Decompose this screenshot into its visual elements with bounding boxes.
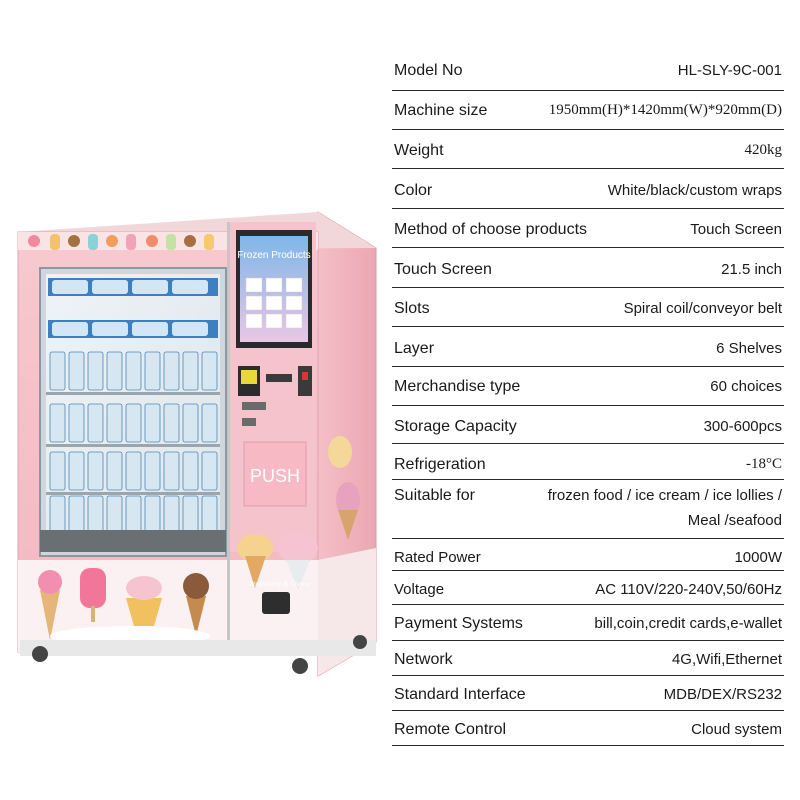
product-pack bbox=[202, 352, 217, 390]
product-pack bbox=[107, 352, 122, 390]
spec-table bbox=[392, 0, 784, 800]
product-pack bbox=[164, 496, 179, 534]
spec-value: HL-SLY-9C-001 bbox=[677, 62, 782, 79]
product-pack bbox=[126, 452, 141, 490]
spec-row bbox=[392, 542, 784, 571]
spec-label: Color bbox=[394, 182, 433, 199]
product-pack bbox=[50, 404, 65, 442]
product-pack bbox=[69, 352, 84, 390]
spec-row bbox=[392, 214, 784, 248]
product-shelves bbox=[46, 352, 220, 539]
product-pack bbox=[69, 452, 84, 490]
spec-label: Model No bbox=[394, 62, 463, 79]
spec-value: AC 110V/220-240V,50/60Hz bbox=[595, 581, 782, 598]
spec-value: Spiral coil/conveyor belt bbox=[623, 300, 782, 317]
spec-value: frozen food / ice cream / ice lollies / bbox=[547, 487, 782, 504]
product-pack bbox=[88, 404, 103, 442]
product-pack bbox=[107, 404, 122, 442]
spec-label: Rated Power bbox=[394, 549, 481, 566]
spec-label: Payment Systems bbox=[394, 615, 523, 632]
product-pack bbox=[69, 404, 84, 442]
spec-label: Voltage bbox=[394, 581, 445, 598]
product-pack bbox=[183, 352, 198, 390]
spec-label: Suitable for bbox=[394, 487, 475, 504]
product-pack bbox=[183, 452, 198, 490]
spec-row bbox=[392, 175, 784, 209]
product-pack bbox=[88, 452, 103, 490]
shelf-bar bbox=[46, 492, 220, 495]
push-label: PUSH bbox=[249, 466, 301, 486]
spec-label: Slots bbox=[394, 300, 430, 317]
spec-row bbox=[392, 482, 784, 539]
spec-value-line2: Meal /seafood bbox=[687, 512, 782, 529]
product-pack bbox=[202, 452, 217, 490]
panel-caption: Strawberry & Cheese bbox=[249, 580, 311, 588]
spec-row bbox=[392, 679, 784, 711]
spec-value: 6 Shelves bbox=[716, 340, 782, 357]
spec-value: Touch Screen bbox=[690, 221, 782, 238]
spec-row bbox=[392, 95, 784, 130]
spec-row bbox=[392, 449, 784, 480]
spec-label: Refrigeration bbox=[394, 456, 486, 473]
screen-title: Frozen Products bbox=[237, 250, 311, 261]
product-pack bbox=[202, 404, 217, 442]
product-pack bbox=[183, 404, 198, 442]
spec-value: Cloud system bbox=[691, 721, 782, 738]
spec-value: 21.5 inch bbox=[721, 261, 782, 278]
spec-row bbox=[392, 55, 784, 91]
product-pack bbox=[164, 352, 179, 390]
product-pack bbox=[69, 496, 84, 534]
product-pack bbox=[183, 496, 198, 534]
spec-value: 4G,Wifi,Ethernet bbox=[671, 651, 782, 668]
spec-value: -18°C bbox=[746, 456, 782, 472]
product-pack bbox=[50, 352, 65, 390]
spec-label: Weight bbox=[394, 142, 444, 159]
product-pack bbox=[88, 496, 103, 534]
shelf-bar bbox=[46, 392, 220, 395]
vending-machine-image bbox=[0, 0, 385, 800]
product-pack bbox=[50, 452, 65, 490]
spec-value: White/black/custom wraps bbox=[607, 182, 782, 199]
product-pack bbox=[145, 496, 160, 534]
spec-label: Touch Screen bbox=[394, 261, 492, 278]
product-pack bbox=[88, 352, 103, 390]
spec-value: 60 choices bbox=[710, 378, 782, 395]
product-pack bbox=[107, 496, 122, 534]
product-pack bbox=[126, 496, 141, 534]
spec-value: 1000W bbox=[734, 549, 782, 566]
spec-row bbox=[392, 254, 784, 288]
spec-row bbox=[392, 371, 784, 406]
spec-label: Method of choose products bbox=[394, 221, 588, 238]
product-pack bbox=[107, 452, 122, 490]
product-pack bbox=[50, 496, 65, 534]
spec-row bbox=[392, 333, 784, 367]
spec-label: Standard Interface bbox=[394, 686, 526, 703]
product-pack bbox=[126, 404, 141, 442]
spec-label: Machine size bbox=[394, 102, 488, 119]
product-pack bbox=[202, 496, 217, 534]
spec-label: Remote Control bbox=[394, 721, 507, 738]
shelf-bar bbox=[46, 444, 220, 447]
product-pack bbox=[164, 452, 179, 490]
product-pack bbox=[145, 404, 160, 442]
product-pack bbox=[145, 352, 160, 390]
spec-value: 1950mm(H)*1420mm(W)*920mm(D) bbox=[548, 102, 782, 118]
spec-value: 300-600pcs bbox=[703, 418, 782, 435]
spec-row bbox=[392, 574, 784, 605]
spec-value: bill,coin,credit cards,e-wallet bbox=[594, 615, 782, 632]
spec-row bbox=[392, 714, 784, 746]
spec-row bbox=[392, 293, 784, 327]
product-pack bbox=[126, 352, 141, 390]
spec-row bbox=[392, 644, 784, 676]
spec-label: Layer bbox=[394, 340, 435, 357]
spec-row bbox=[392, 411, 784, 444]
spec-row bbox=[392, 135, 784, 169]
spec-value: 420kg bbox=[744, 142, 782, 158]
product-pack bbox=[164, 404, 179, 442]
spec-label: Merchandise type bbox=[394, 378, 521, 395]
spec-value: MDB/DEX/RS232 bbox=[663, 686, 782, 703]
spec-label: Network bbox=[394, 651, 453, 668]
spec-row bbox=[392, 608, 784, 641]
spec-label: Storage Capacity bbox=[394, 418, 517, 435]
product-pack bbox=[145, 452, 160, 490]
